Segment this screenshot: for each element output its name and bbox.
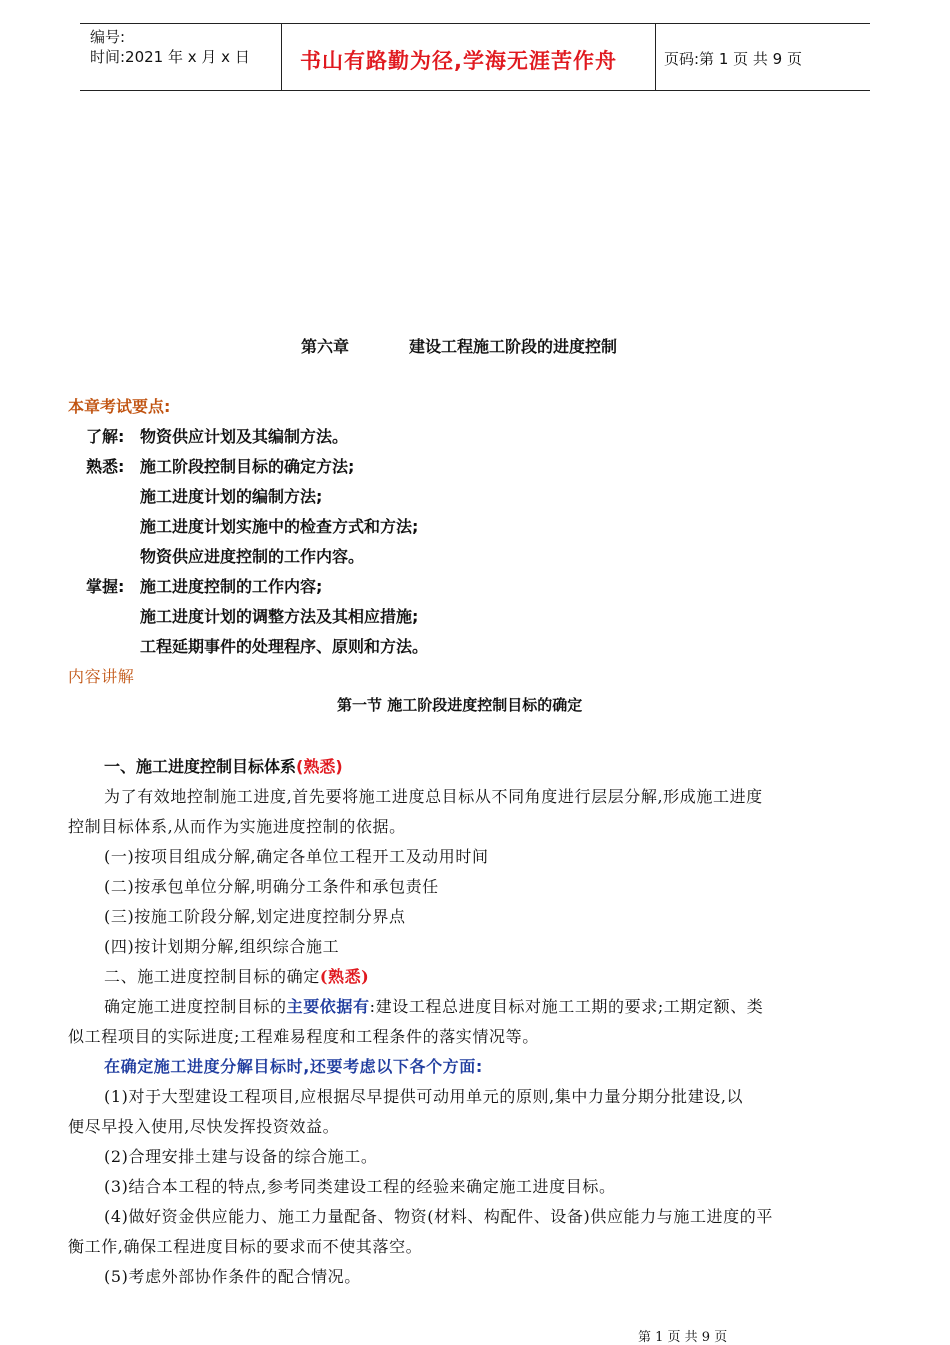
header-divider-left xyxy=(281,23,282,91)
familiar-item: 物资供应进度控制的工作内容。 xyxy=(140,547,365,566)
header-bottom-rule xyxy=(80,90,870,91)
consider-item-5: (5)考虑外部协作条件的配合情况。 xyxy=(104,1267,361,1286)
part1-heading-text: 一、施工进度控制目标体系 xyxy=(104,757,297,776)
consider-heading: 在确定施工进度分解目标时,还要考虑以下各个方面: xyxy=(104,1057,483,1076)
consider-item-4-line2: 衡工作,确保工程进度目标的要求而不使其落空。 xyxy=(68,1237,423,1256)
header-number-label: 编号: xyxy=(90,28,126,46)
consider-item-4-line1: (4)做好资金供应能力、施工力量配备、物资(材料、构配件、设备)供应能力与施工进度的平 xyxy=(104,1207,773,1226)
part1-heading xyxy=(104,754,343,777)
part1-item: (二)按承包单位分解,明确分工条件和承包责任 xyxy=(104,877,439,896)
part2-heading xyxy=(104,964,369,987)
basis-rest: :建设工程总进度目标对施工工期的要求;工期定额、类 xyxy=(369,997,764,1016)
familiar-item: 施工进度计划的编制方法; xyxy=(140,487,323,506)
part2-tag: (熟悉) xyxy=(319,967,370,986)
master-label: 掌握: xyxy=(86,577,125,596)
consider-item-2: (2)合理安排土建与设备的综合施工。 xyxy=(104,1147,378,1166)
header-time-label: 时间:2021 年 x 月 x 日 xyxy=(90,48,250,66)
understand-item: 物资供应计划及其编制方法。 xyxy=(140,427,349,446)
exam-points-heading: 本章考试要点: xyxy=(68,397,171,416)
basis-bold: 主要依据有 xyxy=(286,997,370,1016)
header-top-rule xyxy=(80,23,870,24)
section-title: 第一节 施工阶段进度控制目标的确定 xyxy=(337,696,583,714)
part2-basis-line2: 似工程项目的实际进度;工程难易程度和工程条件的落实情况等。 xyxy=(68,1027,539,1046)
part1-paragraph-line2: 控制目标体系,从而作为实施进度控制的依据。 xyxy=(68,817,406,836)
consider-item-1-line2: 便尽早投入使用,尽快发挥投资效益。 xyxy=(68,1117,340,1136)
part1-item: (一)按项目组成分解,确定各单位工程开工及动用时间 xyxy=(104,847,489,866)
content-heading: 内容讲解 xyxy=(68,667,135,686)
basis-prefix: 确定施工进度控制目标的 xyxy=(104,997,287,1016)
chapter-title: 建设工程施工阶段的进度控制 xyxy=(409,337,618,356)
master-item: 施工进度计划的调整方法及其相应措施; xyxy=(140,607,419,626)
consider-item-3: (3)结合本工程的特点,参考同类建设工程的经验来确定施工进度目标。 xyxy=(104,1177,616,1196)
familiar-label: 熟悉: xyxy=(86,457,125,476)
master-item: 工程延期事件的处理程序、原则和方法。 xyxy=(140,637,429,656)
familiar-item: 施工进度计划实施中的检查方式和方法; xyxy=(140,517,419,536)
part2-heading-text: 二、施工进度控制目标的确定 xyxy=(104,967,320,986)
familiar-item: 施工阶段控制目标的确定方法; xyxy=(140,457,355,476)
understand-label: 了解: xyxy=(86,427,125,446)
chapter-number: 第六章 xyxy=(301,337,350,356)
header-divider-right xyxy=(655,23,656,91)
page-footer: 第 1 页 共 9 页 xyxy=(638,1330,728,1345)
consider-item-1-line1: (1)对于大型建设工程项目,应根据尽早提供可动用单元的原则,集中力量分期分批建设,以 xyxy=(104,1087,744,1106)
part1-paragraph-line1: 为了有效地控制施工进度,首先要将施工进度总目标从不同角度进行层层分解,形成施工进度 xyxy=(104,787,763,806)
master-item: 施工进度控制的工作内容; xyxy=(140,577,323,596)
part2-basis-line1 xyxy=(104,994,763,1017)
header-page-label: 页码:第 1 页 共 9 页 xyxy=(664,50,802,68)
part1-item: (四)按计划期分解,组织综合施工 xyxy=(104,937,340,956)
part1-tag: (熟悉) xyxy=(296,757,343,776)
part1-item: (三)按施工阶段分解,划定进度控制分界点 xyxy=(104,907,406,926)
header-motto: 书山有路勤为径,学海无涯苦作舟 xyxy=(300,49,617,73)
